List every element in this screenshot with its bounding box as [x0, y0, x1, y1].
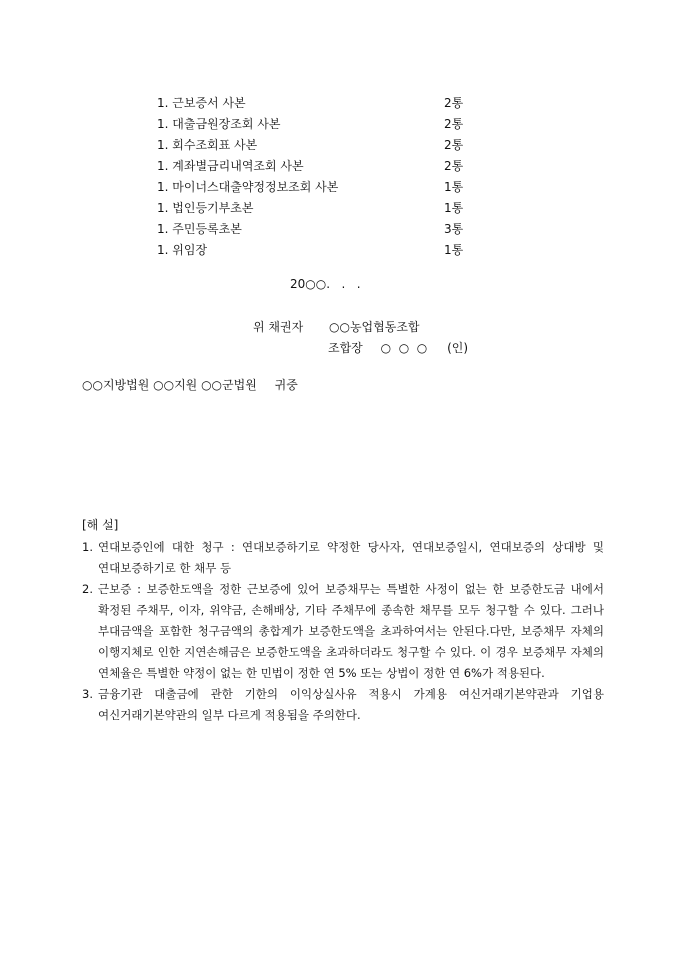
commentary-number: 2.	[82, 582, 93, 596]
creditor-signature-line	[328, 339, 468, 356]
commentary-section	[82, 515, 604, 726]
attachment-count: 2통	[444, 96, 464, 110]
seal-mark: (인)	[447, 341, 469, 355]
attachment-item	[157, 135, 467, 156]
court-suffix: 귀중	[274, 378, 298, 392]
attachment-item	[157, 156, 467, 177]
commentary-number: 1.	[82, 540, 93, 554]
attachment-item	[157, 198, 467, 219]
creditor-title: 조합장	[328, 341, 363, 355]
commentary-heading: [해 설]	[82, 518, 119, 532]
court-address	[82, 376, 298, 393]
attachment-count: 1통	[444, 180, 464, 194]
attachment-list	[157, 93, 467, 261]
attachment-count: 2통	[444, 159, 464, 173]
attachment-count: 1통	[444, 243, 464, 257]
attachment-label: 1. 법인등기부초본	[157, 201, 254, 215]
document-date: 20○○. . .	[290, 277, 361, 291]
commentary-text: 연대보증인에 대한 청구 : 연대보증하기로 약정한 당사자, 연대보증일시, 연대보증의 상대방 및 연대보증하기로 한 채무 등	[98, 540, 604, 575]
attachment-count: 1통	[444, 201, 464, 215]
attachment-label: 1. 위임장	[157, 243, 208, 257]
attachment-item	[157, 93, 467, 114]
attachment-label: 1. 회수조회표 사본	[157, 138, 258, 152]
commentary-item	[82, 537, 604, 579]
creditor-names: ○ ○ ○	[380, 341, 428, 355]
attachment-item	[157, 240, 467, 261]
commentary-item	[82, 684, 604, 726]
creditor-role: 위 채권자	[253, 320, 304, 334]
attachment-label: 1. 마이너스대출약정정보조회 사본	[157, 180, 339, 194]
creditor-line	[253, 318, 420, 335]
commentary-text: 근보증 : 보증한도액을 정한 근보증에 있어 보증채무는 특별한 사정이 없는 한 보증한도금 내에서 확정된 주채무, 이자, 위약금, 손해배상, 기타 주채무에 종속한 채무를 모두 청구할 수 있다. 그러나 부대금액을 포함한 청구금액의 총합계가 보증한도액을 초과하여서는 안된다.다만, 보증채무 자체의 이행지체로 인한 지연손해금은 보증한도액을 초과하더라도 청구할 수 있다. 이 경우 보증채무 자체의 연체율은 특별한 약정이 없는 한 민법이 정한 연 5% 또는 상법이 정한 연 6%가 적용된다.	[98, 582, 604, 680]
commentary-text: 금융기관 대출금에 관한 기한의 이익상실사유 적용시 가계용 여신거래기본약관과 기업용 여신거래기본약관의 일부 다르게 적용됨을 주의한다.	[98, 687, 604, 722]
attachment-label: 1. 근보증서 사본	[157, 96, 246, 110]
attachment-label: 1. 계좌별금리내역조회 사본	[157, 159, 304, 173]
commentary-item	[82, 579, 604, 684]
attachment-item	[157, 219, 467, 240]
creditor-org: ○○농업협동조합	[329, 320, 420, 334]
court-name: ○○지방법원 ○○지원 ○○군법원	[82, 378, 257, 392]
attachment-item	[157, 177, 467, 198]
attachment-count: 2통	[444, 138, 464, 152]
attachment-item	[157, 114, 467, 135]
attachment-label: 1. 대출금원장조회 사본	[157, 117, 281, 131]
commentary-number: 3.	[82, 687, 93, 701]
attachment-count: 3통	[444, 222, 464, 236]
attachment-label: 1. 주민등록초본	[157, 222, 242, 236]
attachment-count: 2통	[444, 117, 464, 131]
